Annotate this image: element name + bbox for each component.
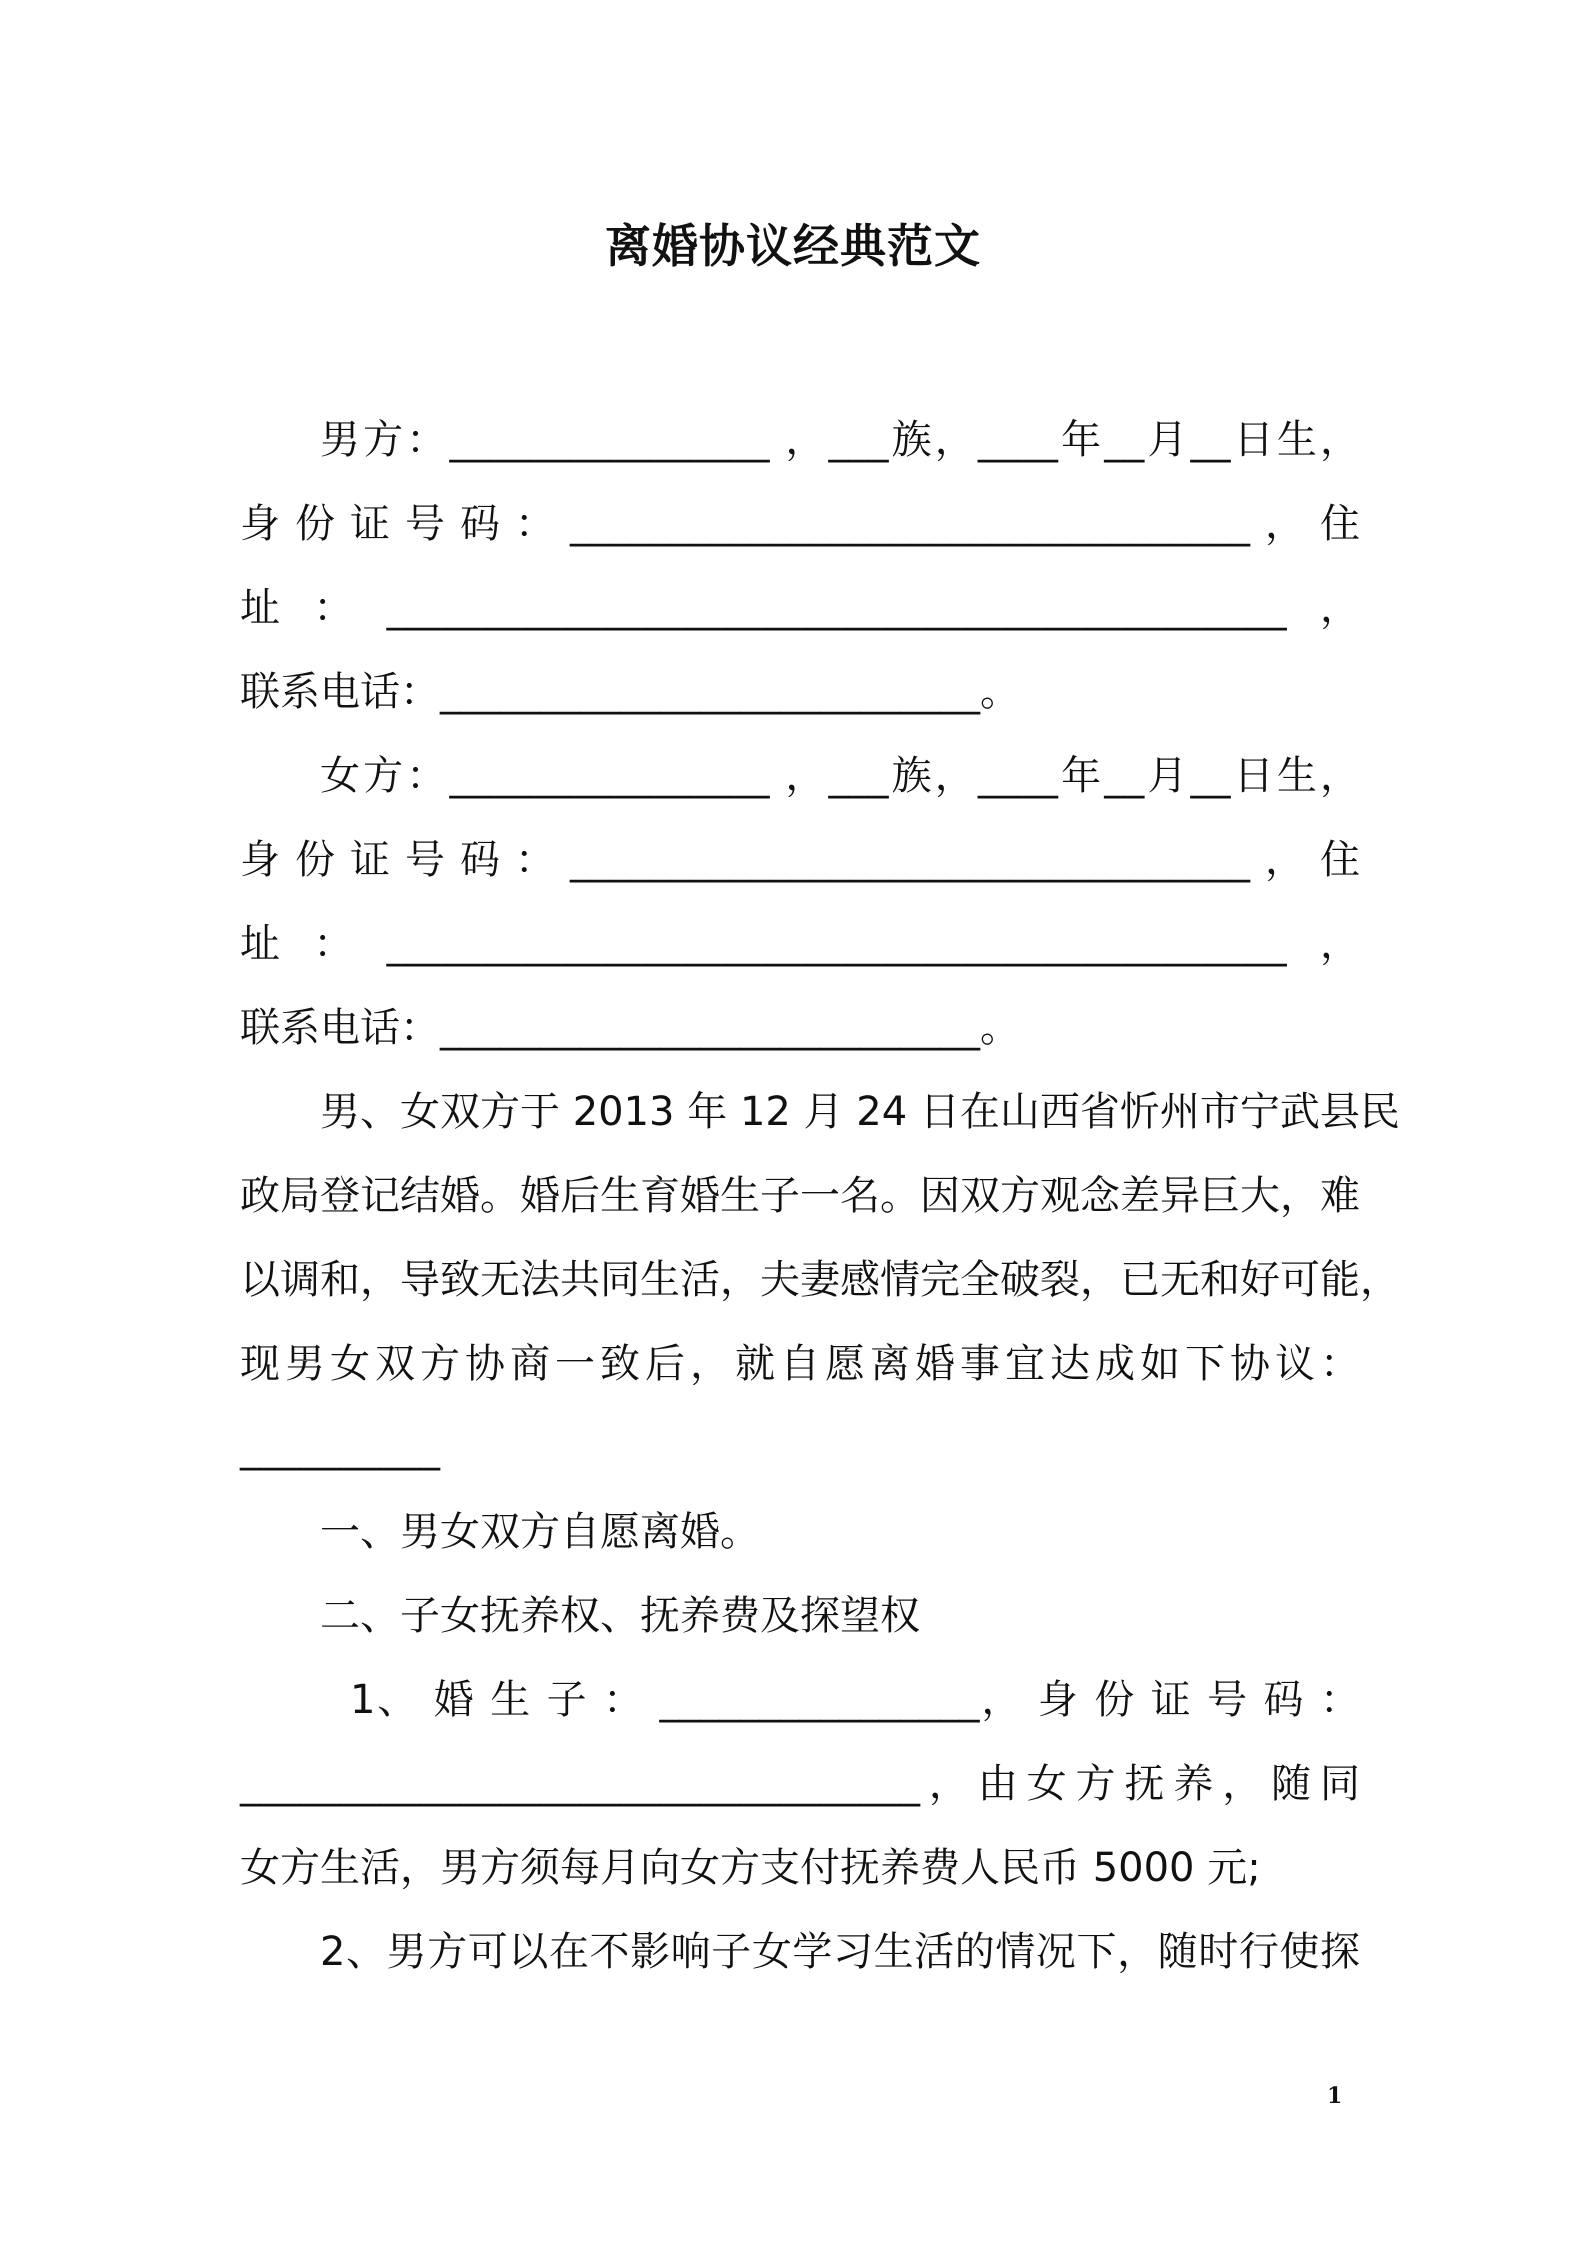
clause-2-item-1-line-3: 女方生活，男方须每月向女方支付抚养费人民币 5000 元; (240, 1845, 1261, 1891)
document-title: 离婚协议经典范文 (605, 219, 981, 273)
marriage-paragraph-line-2: 政局登记结婚。婚后生育婚生子一名。因双方观念差异巨大，难 (240, 1173, 1360, 1219)
female-address-line: 址：_____________________________________________， (240, 921, 1360, 967)
male-phone-line: 联系电话：___________________________。 (240, 669, 1020, 715)
clause-1: 一、男女双方自愿离婚。 (320, 1509, 760, 1555)
female-phone-line: 联系电话：___________________________。 (240, 1005, 1020, 1051)
marriage-paragraph-line-4: 现男女双方协商一致后，就自愿离婚事宜达成如下协议： (240, 1341, 1360, 1387)
blank-fill-line: __________ (240, 1425, 440, 1471)
marriage-paragraph-line-3: 以调和，导致无法共同生活，夫妻感情完全破裂，已无和好可能， (240, 1257, 1400, 1303)
female-party-line: 女方：________________ ，___族，____年__月__日生， (320, 753, 1360, 799)
male-address-line: 址：_____________________________________________， (240, 585, 1360, 631)
clause-2-heading: 二、子女抚养权、抚养费及探望权 (320, 1593, 920, 1639)
clause-2-item-1-line-1: 1、 婚 生 子 ： ________________， 身 份 证 号 码 ： (350, 1677, 1360, 1723)
clause-2-item-2-line-1: 2、男方可以在不影响子女学习生活的情况下，随时行使探 (320, 1929, 1360, 1975)
page-number: 1 (1327, 2083, 1343, 2109)
marriage-paragraph-line-1: 男、女双方于 2013 年 12 月 24 日在山西省忻州市宁武县民 (320, 1089, 1400, 1135)
female-id-line: 身份证号码：__________________________________，住 (240, 837, 1360, 883)
male-party-line: 男方：________________ ，___族，____年__月__日生， (320, 417, 1360, 463)
clause-2-item-1-line-2: __________________________________，由女方抚养，随同 (240, 1761, 1360, 1807)
male-id-line: 身份证号码：__________________________________，住 (240, 501, 1360, 547)
